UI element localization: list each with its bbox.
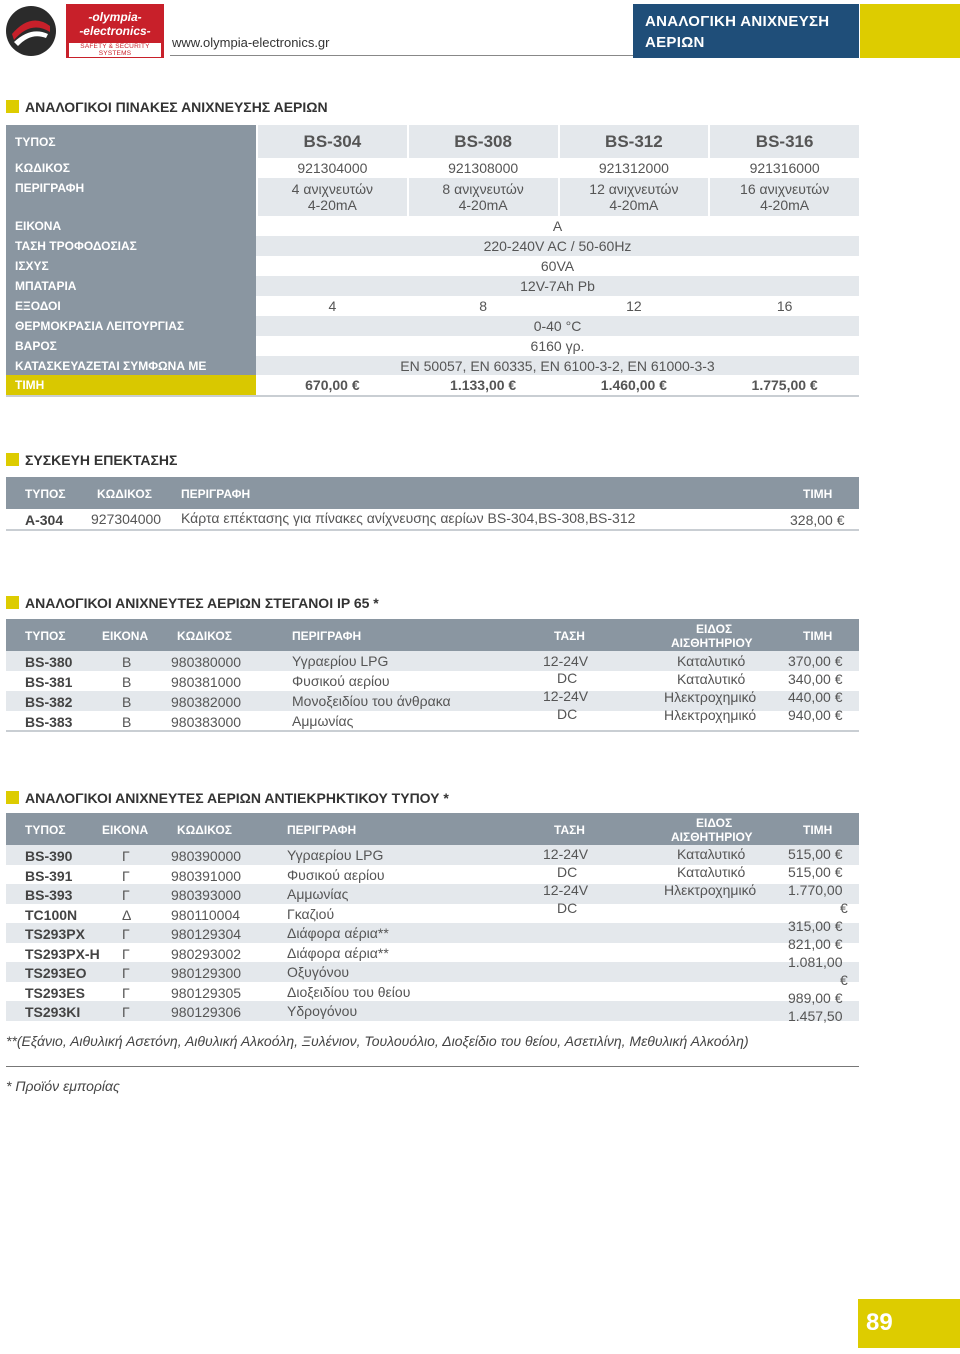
description-line: 4-20mA — [760, 197, 810, 213]
cell-price: 821,00 € — [788, 936, 843, 952]
cell-price: 989,00 € — [788, 990, 843, 1006]
cell-voltage: 12-24V — [543, 882, 589, 898]
col-header-sensor-type: ΕΙΔΟΣ — [696, 622, 733, 636]
table-row-supply — [6, 236, 859, 256]
cell-sensor: Καταλυτικό — [677, 846, 746, 862]
row-label-price: ΤΙΜΗ — [6, 375, 256, 395]
cell-code: 980390000 — [171, 848, 242, 864]
model-type: BS-312 — [558, 125, 709, 158]
table-row-battery — [6, 276, 859, 296]
ip65-rows — [6, 651, 859, 731]
cell-code: 980129300 — [171, 965, 242, 981]
shared-image: A — [552, 218, 563, 234]
model-code: 921304000 — [256, 158, 407, 178]
description-line: 4-20mA — [458, 197, 508, 213]
table-row-standards — [6, 356, 859, 375]
cell-description: Οξυγόνου — [287, 964, 350, 980]
shared-power: 60VA — [540, 258, 575, 274]
table-row-outputs — [6, 296, 859, 316]
table-bottom-rule — [6, 730, 859, 732]
cell-image: B — [122, 654, 132, 670]
row-label-outputs: ΕΞΟΔΟΙ — [6, 296, 256, 316]
section-title-panels — [6, 99, 328, 115]
col-header-description: ΠΕΡΙΓΡΑΦΗ — [292, 629, 362, 643]
cell-voltage: DC — [557, 706, 578, 722]
description-line: 4 ανιχνευτών — [291, 181, 374, 197]
col-header-voltage: ΤΑΣΗ — [554, 629, 585, 643]
col-header-code: ΚΩΔΙΚΟΣ — [97, 487, 152, 501]
col-header-price: ΤΙΜΗ — [803, 629, 833, 643]
cell-image: Γ — [122, 926, 130, 942]
cell-image: B — [122, 674, 132, 690]
table-row-type — [6, 125, 859, 158]
cell-sensor: Ηλεκτροχημικό — [664, 707, 757, 723]
cell-type: BS-390 — [25, 848, 73, 864]
cell-image: Γ — [122, 984, 130, 1001]
model-code: 921312000 — [558, 158, 709, 178]
page-number: 89 — [858, 1299, 960, 1348]
col-header-sensor-type-2: ΑΙΣΘΗΤΗΡΙΟΥ — [671, 636, 753, 650]
cell-type: A-304 — [25, 512, 64, 528]
table-row-description — [6, 178, 859, 216]
footnote-gases: **(Εξάνιο, Αιθυλική Ασετόνη, Αιθυλική Αλκοόλη, Ξυλένιον, Τουλουόλιο, Διοξείδιο του θείου, Ασετιλίνη, Μεθυλική Αλκοόλη) — [6, 1033, 749, 1049]
cell-price: 315,00 € — [788, 918, 843, 934]
table-bottom-rule — [6, 529, 859, 531]
cell-price: 515,00 € — [788, 864, 843, 880]
page-title-line1: ΑΝΑΛΟΓΙΚΗ ΑΝΙΧΝΕΥΣΗ — [645, 13, 830, 30]
footnote-trade: * Προϊόν εμπορίας — [6, 1078, 120, 1094]
cell-sensor: Ηλεκτροχημικό — [664, 882, 757, 898]
brand-name-line1: -olympia- — [88, 10, 142, 24]
cell-code: 980110004 — [171, 906, 241, 923]
cell-price: 370,00 € — [788, 653, 843, 669]
table-row — [6, 1001, 859, 1021]
cell-price: 328,00 € — [790, 512, 845, 528]
model-description — [407, 178, 558, 216]
table-row — [6, 962, 859, 982]
cell-type: BS-393 — [25, 887, 73, 903]
shared-supply: 220-240V AC / 50-60Hz — [483, 238, 632, 254]
col-header-type: ΤΥΠΟΣ — [25, 629, 66, 643]
cell-code: 980129304 — [171, 926, 242, 942]
description-line: 4-20mA — [307, 197, 357, 213]
col-header-description: ΠΕΡΙΓΡΑΦΗ — [287, 823, 357, 837]
shared-standards: EN 50057, EN 60335, EN 6100-3-2, EN 61000-3-3 — [400, 357, 715, 374]
col-header-type: ΤΥΠΟΣ — [25, 823, 66, 837]
cell-description: Υγραερίου LPG — [287, 847, 384, 863]
col-header-voltage: ΤΑΣΗ — [554, 823, 585, 837]
col-header-image: ΕΙΚΟΝΑ — [102, 629, 149, 643]
col-header-price: ΤΙΜΗ — [803, 487, 833, 501]
model-price: 670,00 € — [256, 375, 407, 395]
col-header-code: ΚΩΔΙΚΟΣ — [177, 629, 232, 643]
cell-type: BS-391 — [25, 867, 73, 884]
col-header-type: ΤΥΠΟΣ — [25, 487, 66, 501]
cell-image: B — [122, 694, 132, 710]
section-title-explosion — [6, 790, 449, 806]
cell-price: 1.770,00 — [788, 882, 843, 898]
table-row — [6, 943, 859, 963]
model-outputs: 8 — [407, 296, 558, 316]
section-marker-icon — [6, 100, 19, 113]
section-title-text: ΣΥΣΚΕΥΗ ΕΠΕΚΤΑΣΗΣ — [25, 452, 178, 468]
row-label-code: ΚΩΔΙΚΟΣ — [6, 158, 256, 178]
cell-image: Γ — [122, 848, 130, 864]
row-label-battery: ΜΠΑΤΑΡΙΑ — [6, 276, 256, 296]
description-line: 16 ανιχνευτών — [740, 181, 830, 197]
cell-description: Διάφορα αέρια** — [287, 944, 389, 961]
panels-table — [6, 125, 859, 397]
expansion-table — [6, 477, 859, 529]
header-accent-block — [860, 4, 960, 58]
cell-voltage: 12-24V — [543, 846, 589, 862]
row-label-weight: ΒΑΡΟΣ — [6, 336, 256, 356]
cell-code: 980381000 — [171, 674, 242, 690]
table-row-price — [6, 375, 859, 395]
row-label-supply: ΤΑΣΗ ΤΡΟΦΟΔΟΣΙΑΣ — [6, 236, 256, 256]
model-description — [708, 178, 859, 216]
description-line: 12 ανιχνευτών — [589, 181, 679, 197]
cell-price: 1.457,50 — [788, 1008, 843, 1024]
shared-battery: 12V-7Ah Pb — [520, 278, 595, 294]
cell-description: Διάφορα αέρια** — [287, 925, 389, 941]
ip65-table — [6, 619, 859, 731]
col-header-description: ΠΕΡΙΓΡΑΦΗ — [181, 487, 251, 501]
cell-type: TS293ES — [25, 984, 85, 1001]
cell-price: 1.081,00 — [788, 954, 843, 970]
cell-code: 927304000 — [91, 511, 162, 527]
footnote-divider — [6, 1066, 859, 1067]
col-header-price: ΤΙΜΗ — [803, 823, 833, 837]
brand-logo — [66, 4, 164, 58]
section-marker-icon — [6, 596, 19, 609]
cell-code: 980391000 — [171, 867, 242, 884]
cell-description: Φυσικού αερίου — [292, 673, 390, 689]
cell-voltage: DC — [557, 864, 578, 880]
cell-image: Γ — [122, 867, 130, 884]
table-row — [6, 923, 859, 943]
cell-price: 440,00 € — [788, 689, 843, 705]
model-outputs: 4 — [256, 296, 407, 316]
table-row-power — [6, 256, 859, 276]
cell-image: Γ — [122, 887, 130, 903]
explosion-table — [6, 813, 859, 1025]
cell-code: 980129305 — [171, 984, 242, 1001]
header-divider — [170, 55, 633, 56]
col-header-code: ΚΩΔΙΚΟΣ — [177, 823, 232, 837]
cell-code: 980293002 — [171, 945, 242, 962]
model-outputs: 12 — [558, 296, 709, 316]
row-label-image: ΕΙΚΟΝΑ — [6, 216, 256, 236]
cell-price: € — [840, 900, 848, 916]
section-title-ip65 — [6, 595, 379, 611]
site-url: www.olympia-electronics.gr — [172, 35, 330, 50]
table-bottom-rule — [6, 395, 859, 397]
model-code: 921308000 — [407, 158, 558, 178]
cell-code: 980382000 — [171, 694, 242, 710]
cell-voltage: 12-24V — [543, 688, 589, 704]
model-code: 921316000 — [708, 158, 859, 178]
cell-sensor: Καταλυτικό — [677, 671, 746, 687]
cell-image: Δ — [122, 906, 132, 923]
table-row — [6, 509, 859, 529]
shared-temperature: 0-40 °C — [533, 318, 582, 334]
cell-type: TS293KI — [25, 1004, 81, 1020]
cell-type: TS293PX-H — [25, 945, 100, 962]
model-type: BS-316 — [708, 125, 859, 158]
table-row-weight — [6, 336, 859, 356]
cell-type: TC100N — [25, 906, 78, 923]
section-title-expansion — [6, 452, 177, 468]
row-label-description: ΠΕΡΙΓΡΑΦΗ — [6, 178, 256, 216]
explosion-rows — [6, 845, 859, 1025]
cell-price: 940,00 € — [788, 707, 843, 723]
cell-image: Γ — [122, 1004, 130, 1020]
section-marker-icon — [6, 791, 19, 804]
col-header-image: ΕΙΚΟΝΑ — [102, 823, 149, 837]
cell-type: BS-381 — [25, 674, 73, 690]
cell-voltage: DC — [557, 900, 578, 916]
cell-voltage: DC — [557, 670, 578, 686]
cell-description: Φυσικού αερίου — [287, 866, 385, 883]
row-label-type: ΤΥΠΟΣ — [6, 125, 256, 158]
model-type: BS-308 — [407, 125, 558, 158]
cell-type: TS293EO — [25, 965, 87, 981]
section-title-text: ΑΝΑΛΟΓΙΚΟΙ ΑΝΙΧΝΕΥΤΕΣ ΑΕΡΙΩΝ ΣΤΕΓΑΝΟΙ IP 65 * — [25, 595, 379, 611]
table-row-code — [6, 158, 859, 178]
row-label-standards: ΚΑΤΑΣΚΕΥΑΖΕΤΑΙ ΣΥΜΦΩΝΑ ΜΕ — [6, 356, 256, 375]
table-header — [6, 619, 859, 651]
cell-code: 980129306 — [171, 1004, 242, 1020]
cell-type: TS293PX — [25, 926, 85, 942]
table-header — [6, 477, 859, 509]
cell-description: Κάρτα επέκτασης για πίνακες ανίχνευσης αερίων BS-304,BS-308,BS-312 — [181, 510, 636, 526]
page-title-line2: ΑΕΡΙΩΝ — [645, 34, 705, 51]
cell-price: 515,00 € — [788, 846, 843, 862]
page-title — [633, 4, 859, 58]
model-price: 1.133,00 € — [407, 375, 558, 395]
model-price: 1.775,00 € — [708, 375, 859, 395]
cell-description: Μονοξειδίου του άνθρακα — [292, 693, 451, 709]
cell-description: Υγραερίου LPG — [292, 653, 389, 669]
cell-code: 980383000 — [171, 714, 242, 730]
shared-weight: 6160 γρ. — [530, 338, 585, 354]
model-price: 1.460,00 € — [558, 375, 709, 395]
cell-sensor: Καταλυτικό — [677, 864, 746, 880]
cell-type: BS-380 — [25, 654, 73, 670]
row-label-temperature: ΘΕΡΜΟΚΡΑΣΙΑ ΛΕΙΤΟΥΡΓΙΑΣ — [6, 316, 256, 336]
cell-sensor: Καταλυτικό — [677, 653, 746, 669]
col-header-sensor-type: ΕΙΔΟΣ — [696, 816, 733, 830]
table-header — [6, 813, 859, 845]
table-row-image — [6, 216, 859, 236]
cell-type: BS-382 — [25, 694, 73, 710]
cell-price: € — [840, 972, 848, 988]
olympia-logo-icon — [4, 4, 58, 58]
cell-type: BS-383 — [25, 714, 73, 730]
section-title-text: ΑΝΑΛΟΓΙΚΟΙ ΠΙΝΑΚΕΣ ΑΝΙΧΝΕΥΣΗΣ ΑΕΡΙΩΝ — [25, 99, 328, 115]
brand-tagline: SAFETY & SECURITY SYSTEMS — [69, 43, 161, 57]
cell-image: Γ — [122, 945, 130, 962]
model-description — [256, 178, 407, 216]
description-line: 8 ανιχνευτών — [442, 181, 524, 197]
brand-name-line2: -electronics- — [79, 24, 151, 38]
cell-description: Υδρογόνου — [287, 1003, 358, 1019]
cell-image: Γ — [122, 965, 130, 981]
table-row — [6, 982, 859, 1002]
cell-code: 980393000 — [171, 887, 242, 903]
cell-description: Διοξειδίου του θείου — [287, 983, 411, 1000]
table-row-temperature — [6, 316, 859, 336]
section-marker-icon — [6, 453, 19, 466]
row-label-power: ΙΣΧΥΣ — [6, 256, 256, 276]
model-description — [558, 178, 709, 216]
cell-description: Γκαζιού — [287, 905, 335, 922]
col-header-sensor-type-2: ΑΙΣΘΗΤΗΡΙΟΥ — [671, 830, 753, 844]
cell-description: Αμμωνίας — [292, 713, 354, 729]
cell-sensor: Ηλεκτροχημικό — [664, 689, 757, 705]
cell-description: Αμμωνίας — [287, 886, 349, 902]
cell-price: 340,00 € — [788, 671, 843, 687]
model-type: BS-304 — [256, 125, 407, 158]
cell-voltage: 12-24V — [543, 653, 589, 669]
model-outputs: 16 — [708, 296, 859, 316]
description-line: 4-20mA — [609, 197, 659, 213]
cell-image: B — [122, 714, 132, 730]
table-row — [6, 904, 859, 924]
cell-code: 980380000 — [171, 654, 242, 670]
section-title-text: ΑΝΑΛΟΓΙΚΟΙ ΑΝΙΧΝΕΥΤΕΣ ΑΕΡΙΩΝ ΑΝΤΙΕΚΡΗΚΤΙΚΟΥ ΤΥΠΟΥ * — [25, 790, 449, 806]
